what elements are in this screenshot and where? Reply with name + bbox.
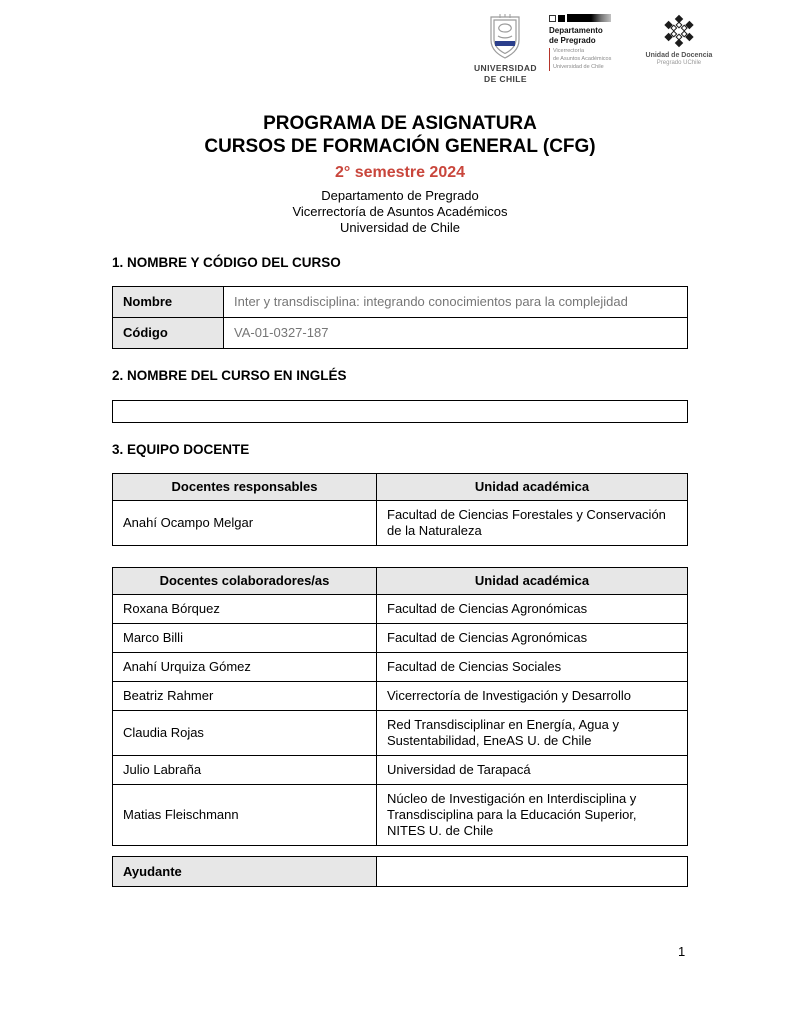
docencia-pattern-icon xyxy=(656,14,702,50)
nombre-label-cell: Nombre xyxy=(113,287,224,318)
table-row xyxy=(113,857,688,887)
subtitle-departamento: Departamento de Pregrado xyxy=(321,188,479,203)
subtitle-vicerrectoria: Vicerrectoría de Asuntos Académicos xyxy=(292,204,508,219)
docentes-colaboradores-table xyxy=(112,567,688,846)
unidad-cell: Red Transdisciplinar en Energía, Agua y Sustentabilidad, EneAS U. de Chile xyxy=(377,711,688,756)
uchile-logo-line2: DE CHILE xyxy=(484,73,527,84)
pregrado-sub-line2: de Asuntos Académicos xyxy=(552,55,612,62)
docente-name-cell: Marco Billi xyxy=(113,624,377,653)
uchile-logo-text xyxy=(474,63,537,84)
semester-line: 2° semestre 2024 xyxy=(334,164,466,181)
docente-name-cell: Anahí Urquiza Gómez xyxy=(113,653,377,682)
pregrado-sub-line1: Vicerrectoría xyxy=(552,48,585,55)
doc-title-line2: CURSOS DE FORMACIÓN GENERAL (CFG) xyxy=(204,136,596,157)
docente-name-cell: Anahí Ocampo Melgar xyxy=(113,501,377,546)
unidad-cell: Facultad de Ciencias Agronómicas xyxy=(377,595,688,624)
pregrado-logo xyxy=(549,14,631,71)
ayudante-label-cell: Ayudante xyxy=(113,857,377,887)
unidad-header-cell: Unidad académica xyxy=(377,474,688,501)
unidad-cell: Facultad de Ciencias Forestales y Conservación de la Naturaleza xyxy=(377,501,688,546)
subtitle-universidad: Universidad de Chile xyxy=(340,220,460,235)
table-row xyxy=(113,318,688,349)
docente-name-cell: Claudia Rojas xyxy=(113,711,377,756)
table-row xyxy=(113,624,688,653)
table-row xyxy=(113,287,688,318)
uchile-logo-line1: UNIVERSIDAD xyxy=(474,63,537,73)
section-2-heading: 2. NOMBRE DEL CURSO EN INGLÉS xyxy=(112,368,347,383)
table-header-row xyxy=(113,474,688,501)
table-header-row xyxy=(113,568,688,595)
pregrado-sub-line3: Universidad de Chile xyxy=(552,63,604,70)
table-row xyxy=(113,501,688,546)
unidad-header-cell: Unidad académica xyxy=(377,568,688,595)
unidad-cell: Vicerrectoría de Investigación y Desarrollo xyxy=(377,682,688,711)
responsables-header-cell: Docentes responsables xyxy=(113,474,377,501)
codigo-value-cell: VA-01-0327-187 xyxy=(224,318,688,349)
table-row xyxy=(113,653,688,682)
english-name-field xyxy=(112,400,688,423)
table-row xyxy=(113,595,688,624)
section-3-heading: 3. EQUIPO DOCENTE xyxy=(112,442,250,457)
logo-header xyxy=(474,14,715,84)
docente-name-cell: Julio Labraña xyxy=(113,756,377,785)
docentes-responsables-table xyxy=(112,473,688,546)
ayudante-table xyxy=(112,856,688,887)
uchile-crest-icon xyxy=(487,14,523,60)
nombre-value-cell: Inter y transdisciplina: integrando conocimientos para la complejidad xyxy=(224,287,688,318)
docente-name-cell: Roxana Bórquez xyxy=(113,595,377,624)
pregrado-squares-icon xyxy=(549,14,631,22)
bar-icon xyxy=(567,14,611,22)
uchile-logo xyxy=(474,14,537,84)
docencia-logo-title: Unidad de Docencia xyxy=(645,52,713,59)
doc-title-line1: PROGRAMA DE ASIGNATURA xyxy=(263,113,537,134)
table-row xyxy=(113,756,688,785)
codigo-label-cell: Código xyxy=(113,318,224,349)
docente-name-cell: Matias Fleischmann xyxy=(113,785,377,846)
course-name-code-table xyxy=(112,286,688,349)
pregrado-logo-title: Departamento de Pregrado xyxy=(548,26,603,45)
table-row xyxy=(113,682,688,711)
pregrado-logo-subtext xyxy=(549,48,631,71)
table-row xyxy=(113,785,688,846)
square-outline-icon xyxy=(549,15,556,22)
docente-name-cell: Beatriz Rahmer xyxy=(113,682,377,711)
page-number: 1 xyxy=(678,944,686,959)
table-row xyxy=(113,711,688,756)
square-solid-icon xyxy=(558,15,565,22)
document-content xyxy=(112,112,688,887)
unidad-cell: Núcleo de Investigación en Interdisciplina y Transdisciplina para la Educación Superior, NITES U. de Chile xyxy=(377,785,688,846)
unidad-cell: Facultad de Ciencias Sociales xyxy=(377,653,688,682)
docencia-logo xyxy=(643,14,715,66)
unidad-cell: Facultad de Ciencias Agronómicas xyxy=(377,624,688,653)
section-1-heading: 1. NOMBRE Y CÓDIGO DEL CURSO xyxy=(112,255,341,270)
docencia-logo-subtitle: Pregrado UChile xyxy=(656,60,702,66)
ayudante-value-cell xyxy=(377,857,688,887)
colaboradores-header-cell: Docentes colaboradores/as xyxy=(113,568,377,595)
unidad-cell: Universidad de Tarapacá xyxy=(377,756,688,785)
